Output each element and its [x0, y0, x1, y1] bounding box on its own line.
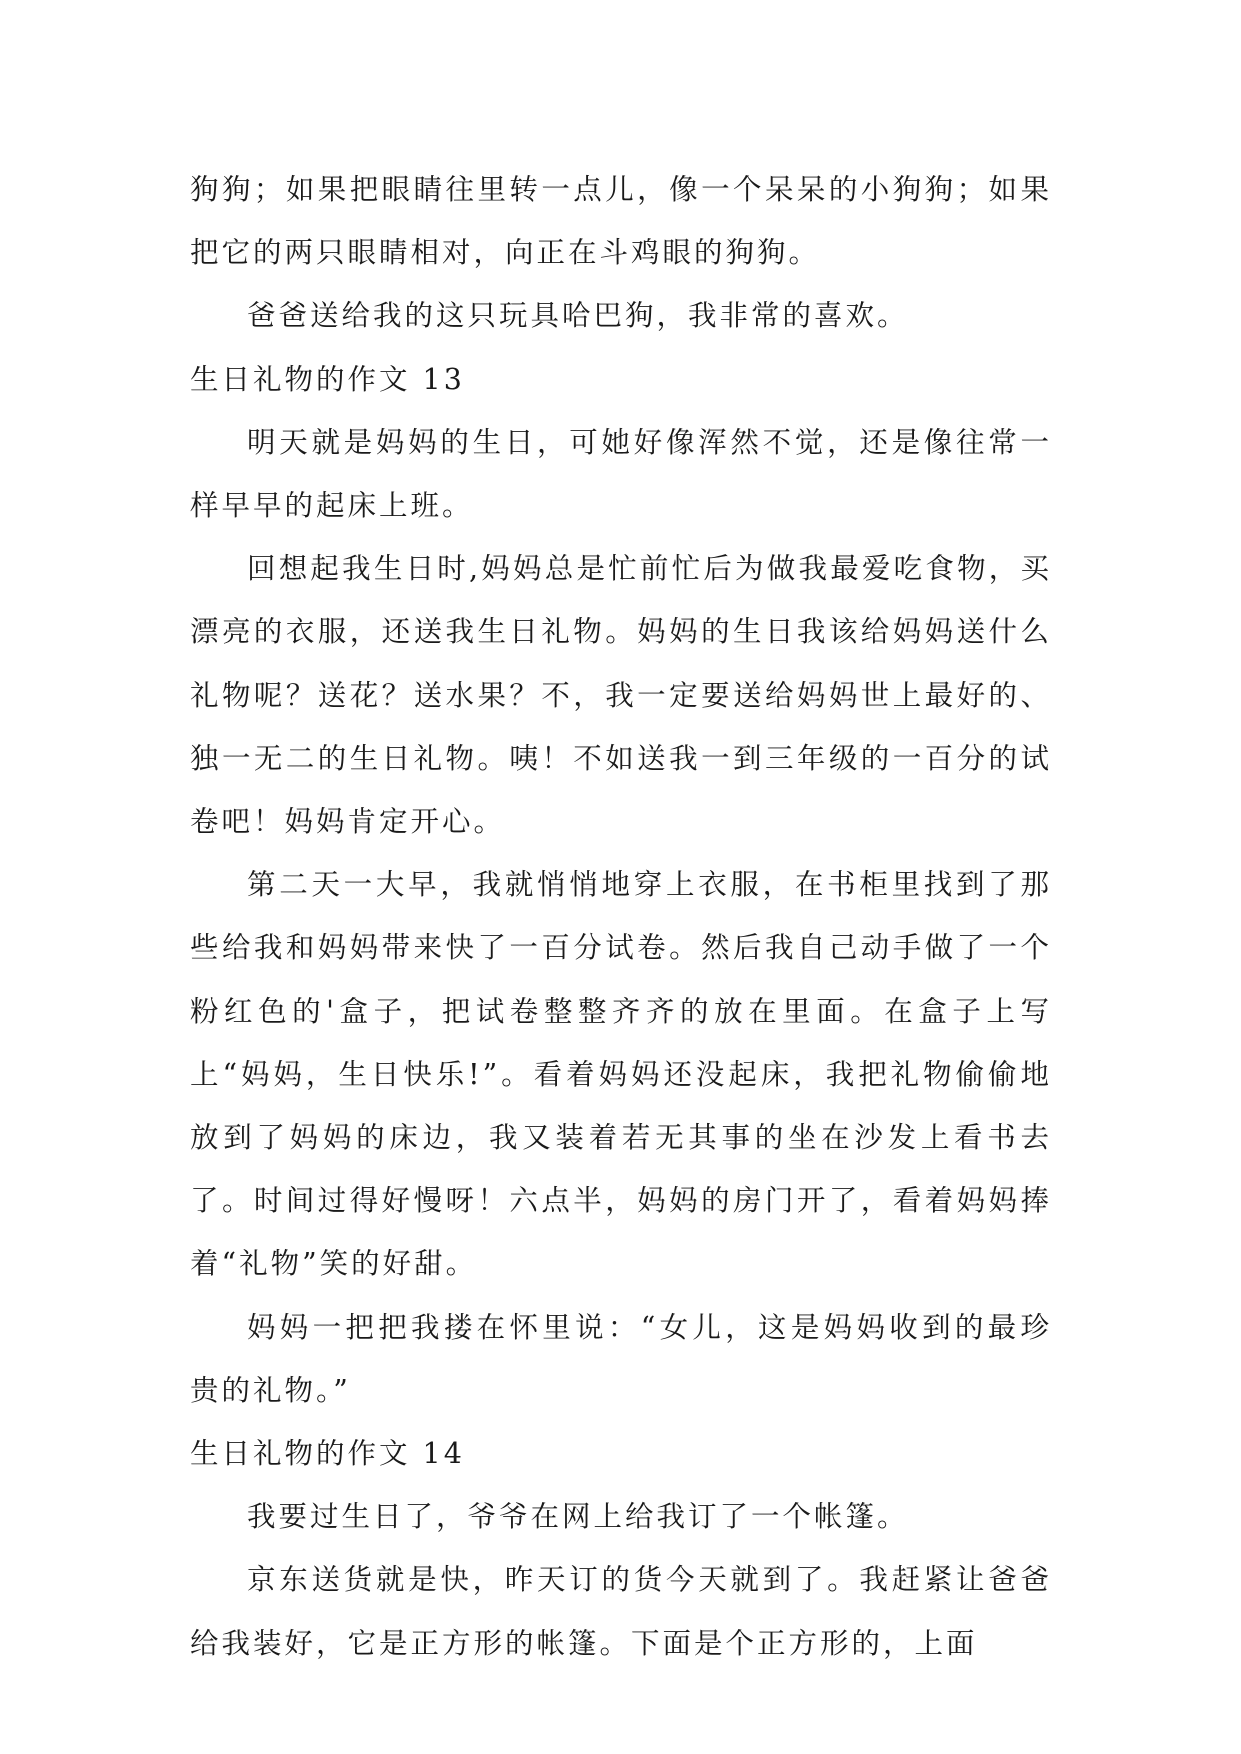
document-body [190, 158, 1052, 1675]
essay-heading-14: 生日礼物的作文 14 [190, 1437, 465, 1471]
paragraph-delivery: 京东送货就是快，昨天订的货今天就到了。我赶紧让爸爸给我装好，它是正方形的帐篷。下面是个正方形的，上面 [190, 1563, 1052, 1660]
paragraph-dog-eyes: 狗狗；如果把眼睛往里转一点儿，像一个呆呆的小狗狗；如果把它的两只眼睛相对，向正在斗鸡眼的狗狗。 [190, 173, 1052, 270]
paragraph-dog-gift: 爸爸送给我的这只玩具哈巴狗，我非常的喜欢。 [247, 299, 909, 333]
paragraph-recall: 回想起我生日时,妈妈总是忙前忙后为做我最爱吃食物，买漂亮的衣服，还送我生日礼物。妈妈的生日我该给妈妈送什么礼物呢？送花？送水果？不，我一定要送给妈妈世上最好的、独一无二的生日礼物。咦！不如送我一到三年级的一百分的试卷吧！妈妈肯定开心。 [190, 552, 1052, 839]
essay-heading-13: 生日礼物的作文 13 [190, 362, 465, 396]
paragraph-hug: 妈妈一把把我搂在怀里说：“女儿，这是妈妈收到的最珍贵的礼物。” [190, 1310, 1052, 1407]
paragraph-tent-order: 我要过生日了，爷爷在网上给我订了一个帐篷。 [247, 1500, 909, 1534]
paragraph-mom-birthday: 明天就是妈妈的生日，可她好像浑然不觉，还是像往常一样早早的起床上班。 [190, 425, 1052, 523]
paragraph-next-morning: 第二天一大早，我就悄悄地穿上衣服，在书柜里找到了那些给我和妈妈带来快了一百分试卷。然后我自己动手做了一个粉红色的'盒子，把试卷整整齐齐的放在里面。在盒子上写上“妈妈，生日快乐!”。看着妈妈还没起床，我把礼物偷偷地放到了妈妈的床边，我又装着若无其事的坐在沙发上看书去了。时间过得好慢呀！六点半，妈妈的房门开了，看着妈妈捧着“礼物”笑的好甜。 [190, 868, 1052, 1281]
